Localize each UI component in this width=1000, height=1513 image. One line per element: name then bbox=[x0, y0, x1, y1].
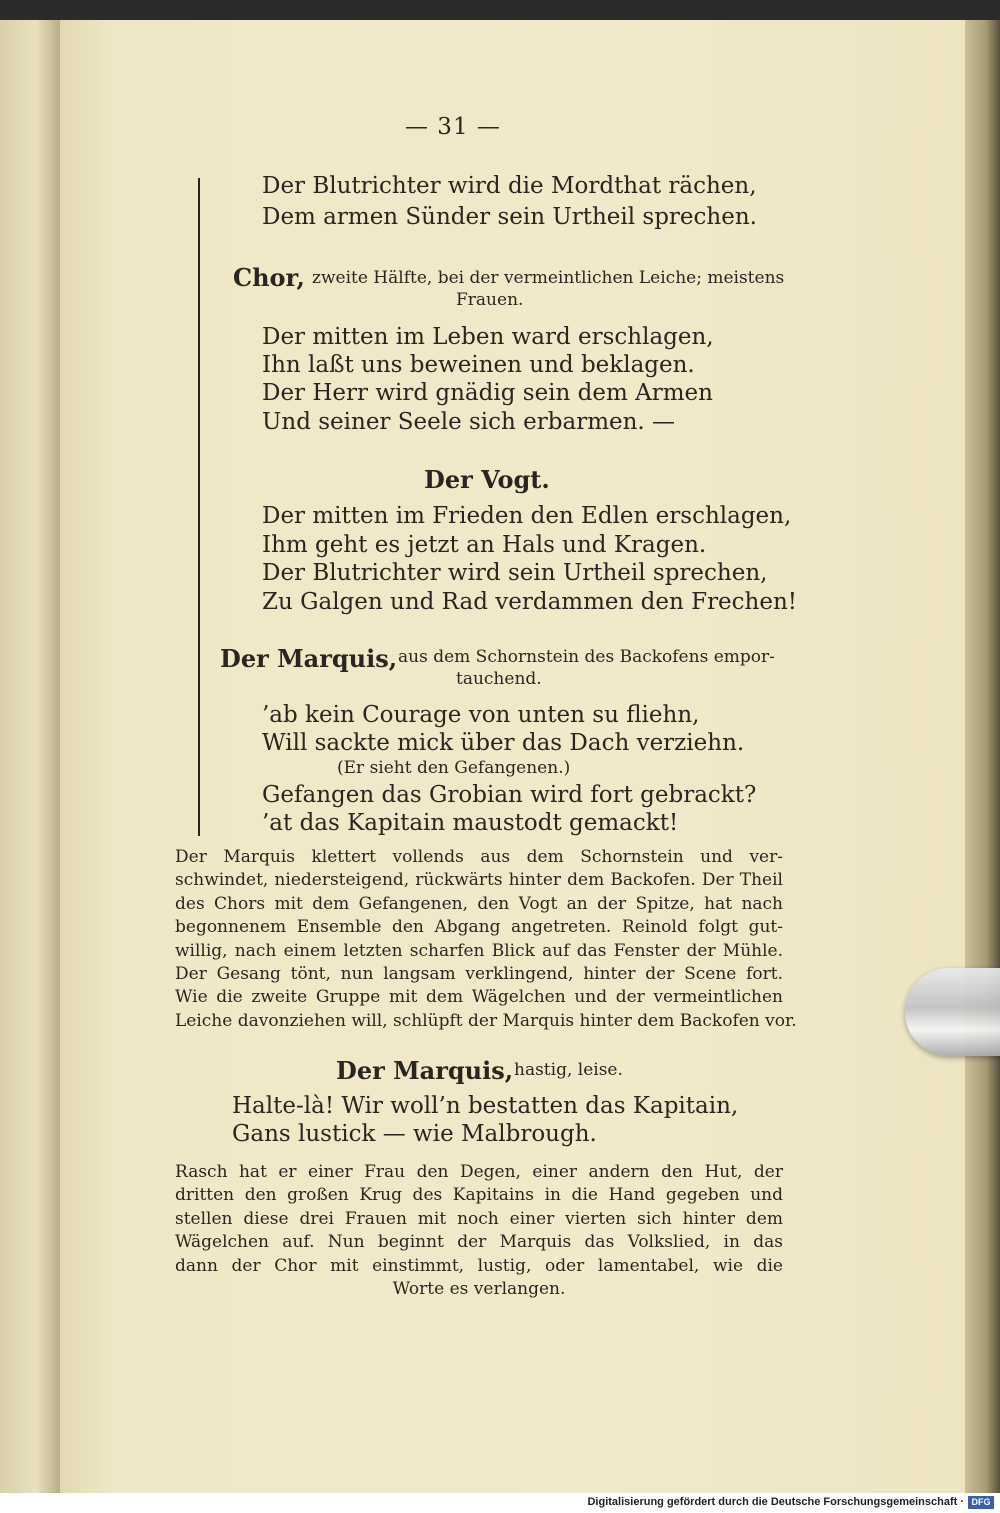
verse-line: Der Herr wird gnädig sein dem Armen bbox=[262, 380, 713, 406]
prose-line: Leiche davonziehen will, schlüpft der Marquis hinter dem Backofen vor. bbox=[175, 1010, 797, 1031]
page-number: — 31 — bbox=[405, 114, 501, 140]
stage-direction: zweite Hälfte, bei der vermeintlichen Leiche; meistens bbox=[312, 268, 785, 288]
verse-line: ’ab kein Courage von unten su fliehn, bbox=[262, 702, 700, 728]
funding-credit: Digitalisierung gefördert durch die Deutsche Forschungsgemeinschaft · bbox=[587, 1496, 964, 1508]
prose-line: Worte es verlangen. bbox=[392, 1279, 566, 1300]
page-clip bbox=[905, 968, 1000, 1056]
scanned-book-spread bbox=[0, 20, 1000, 1493]
verse-line: Der mitten im Frieden den Edlen erschlagen, bbox=[262, 503, 792, 529]
prose-line: Wie die zweite Gruppe mit dem Wägelchen und der vermeintlichen bbox=[175, 987, 783, 1008]
speaker-vogt: Der Vogt. bbox=[424, 465, 550, 494]
verse-line: Der mitten im Leben ward erschlagen, bbox=[262, 324, 714, 350]
prose-line: des Chors mit dem Gefangenen, den Vogt an der Spitze, hat nach bbox=[175, 893, 783, 914]
verse-line: ’at das Kapitain maustodt gemackt! bbox=[262, 810, 679, 836]
prose-line: Rasch hat er einer Frau den Degen, einer andern den Hut, der bbox=[175, 1162, 783, 1182]
stage-direction-paragraph bbox=[175, 1161, 783, 1301]
verse-line: Dem armen Sünder sein Urtheil sprechen. bbox=[262, 204, 757, 230]
prose-line: begonnenem Ensemble den Abgang angetreten. Reinold folgt gut- bbox=[175, 917, 783, 938]
stage-direction-paragraph bbox=[175, 846, 797, 1033]
stage-direction: aus dem Schornstein des Backofens empor- bbox=[398, 647, 775, 667]
stage-direction: tauchend. bbox=[456, 669, 542, 689]
speaker-chor: Chor, bbox=[233, 263, 305, 292]
prose-line: willig, nach einem letzten scharfen Blick auf das Fenster der Mühle. bbox=[175, 940, 783, 961]
stage-direction: hastig, leise. bbox=[514, 1060, 623, 1080]
verse-line: Halte-là! Wir woll’n bestatten das Kapitain, bbox=[232, 1093, 739, 1119]
prose-line: schwindet, niedersteigend, rückwärts hinter dem Backofen. Der Theil bbox=[175, 870, 783, 891]
verse-line: Zu Galgen und Rad verdammen den Frechen! bbox=[262, 589, 798, 615]
aside-direction: (Er sieht den Gefangenen.) bbox=[337, 758, 571, 778]
verse-line: Der Blutrichter wird die Mordthat rächen, bbox=[262, 173, 757, 199]
verse-line: Ihn laßt uns beweinen und beklagen. bbox=[262, 352, 695, 378]
stage-direction: Frauen. bbox=[456, 290, 524, 310]
prose-line: Der Marquis klettert vollends aus dem Schornstein und ver- bbox=[175, 847, 783, 867]
verse-bracket bbox=[198, 178, 208, 836]
verse-line: Will sackte mick über das Dach verziehn. bbox=[262, 730, 745, 756]
speaker-marquis: Der Marquis, bbox=[336, 1056, 514, 1085]
speaker-marquis: Der Marquis, bbox=[220, 644, 398, 673]
verse-line: Ihm geht es jetzt an Hals und Kragen. bbox=[262, 532, 707, 558]
prose-line: dritten den großen Krug des Kapitains in die Hand gegeben und bbox=[175, 1185, 783, 1206]
verse-line: Gefangen das Grobian wird fort gebrackt? bbox=[262, 782, 757, 808]
prose-line: Wägelchen auf. Nun beginnt der Marquis das Volkslied, in das bbox=[175, 1232, 783, 1253]
prose-line: dann der Chor mit einstimmt, lustig, oder lamentabel, wie die bbox=[175, 1255, 783, 1276]
verse-line: Und seiner Seele sich erbarmen. — bbox=[262, 409, 676, 435]
verse-line: Der Blutrichter wird sein Urtheil sprechen, bbox=[262, 560, 768, 586]
prose-line: stellen diese drei Frauen mit noch einer vierten sich hinter dem bbox=[175, 1208, 783, 1229]
prose-line: Der Gesang tönt, nun langsam verklingend, hinter der Scene fort. bbox=[175, 964, 783, 985]
dfg-logo: DFG bbox=[968, 1496, 994, 1509]
right-page-edge bbox=[965, 20, 1000, 1493]
digitization-footer bbox=[0, 1493, 1000, 1513]
left-page-edge bbox=[0, 20, 60, 1493]
verse-line: Gans lustick — wie Malbrough. bbox=[232, 1121, 597, 1147]
